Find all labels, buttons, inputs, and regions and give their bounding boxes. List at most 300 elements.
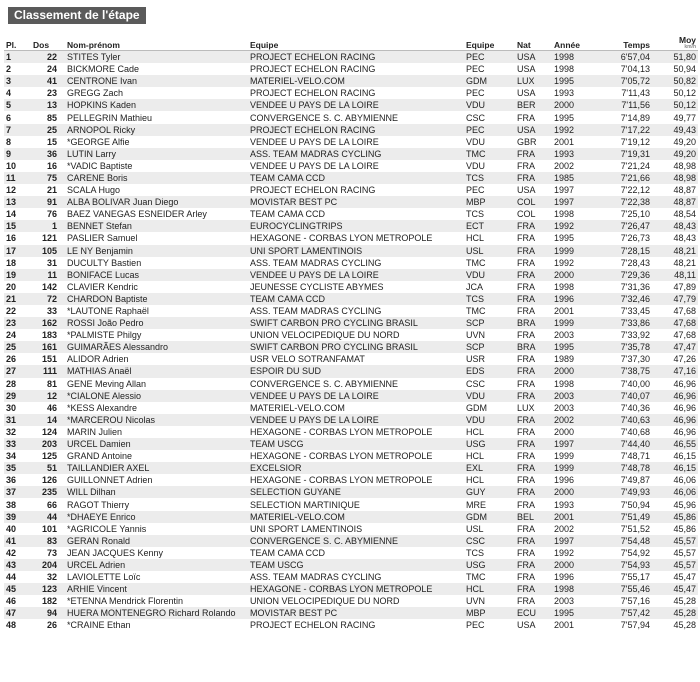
cell-nationality: LUX bbox=[515, 402, 552, 414]
table-row bbox=[4, 462, 698, 474]
cell-nationality: BEL bbox=[515, 511, 552, 523]
cell-time: 7'49,87 bbox=[598, 474, 652, 486]
cell-avg-speed: 50,82 bbox=[652, 75, 698, 87]
cell-team-name: SWIFT CARBON PRO CYCLING BRASIL bbox=[248, 317, 464, 329]
cell-team-code: VDU bbox=[464, 99, 515, 111]
table-row bbox=[4, 232, 698, 244]
cell-rank: 14 bbox=[4, 208, 31, 220]
cell-birth-year: 1992 bbox=[552, 220, 598, 232]
cell-team-code: TCS bbox=[464, 293, 515, 305]
cell-team-name: TEAM CAMA CCD bbox=[248, 293, 464, 305]
cell-birth-year: 1993 bbox=[552, 87, 598, 99]
cell-time: 7'51,49 bbox=[598, 511, 652, 523]
cell-rider-name: GUILLONNET Adrien bbox=[65, 474, 248, 486]
cell-bib: 123 bbox=[31, 583, 65, 595]
cell-nationality: BRA bbox=[515, 341, 552, 353]
cell-team-code: VDU bbox=[464, 269, 515, 281]
table-row bbox=[4, 329, 698, 341]
cell-birth-year: 2000 bbox=[552, 559, 598, 571]
cell-team-name: HEXAGONE - CORBAS LYON METROPOLE bbox=[248, 426, 464, 438]
cell-nationality: USA bbox=[515, 87, 552, 99]
cell-bib: 85 bbox=[31, 111, 65, 123]
table-row bbox=[4, 87, 698, 99]
cell-birth-year: 1995 bbox=[552, 232, 598, 244]
cell-team-code: SCP bbox=[464, 317, 515, 329]
cell-team-code: VDU bbox=[464, 414, 515, 426]
cell-team-code: TMC bbox=[464, 148, 515, 160]
cell-time: 7'21,24 bbox=[598, 160, 652, 172]
cell-rider-name: BONIFACE Lucas bbox=[65, 269, 248, 281]
table-row bbox=[4, 245, 698, 257]
cell-rank: 4 bbox=[4, 87, 31, 99]
cell-team-name: TEAM CAMA CCD bbox=[248, 547, 464, 559]
cell-rider-name: BICKMORE Cade bbox=[65, 63, 248, 75]
table-row bbox=[4, 559, 698, 571]
table-row bbox=[4, 148, 698, 160]
cell-team-name: PROJECT ECHELON RACING bbox=[248, 51, 464, 64]
table-row bbox=[4, 619, 698, 631]
col-moy[interactable] bbox=[652, 33, 698, 51]
table-row bbox=[4, 220, 698, 232]
table-row bbox=[4, 257, 698, 269]
cell-nationality: FRA bbox=[515, 148, 552, 160]
cell-birth-year: 1985 bbox=[552, 172, 598, 184]
cell-bib: 182 bbox=[31, 595, 65, 607]
cell-avg-speed: 45,57 bbox=[652, 559, 698, 571]
cell-team-name: HEXAGONE - CORBAS LYON METROPOLE bbox=[248, 474, 464, 486]
cell-rider-name: SCALA Hugo bbox=[65, 184, 248, 196]
cell-rider-name: MATHIAS Anaël bbox=[65, 365, 248, 377]
cell-rider-name: LE NY Benjamin bbox=[65, 245, 248, 257]
cell-team-code: CSC bbox=[464, 111, 515, 123]
cell-birth-year: 1992 bbox=[552, 547, 598, 559]
cell-team-name: UNION VELOCIPEDIQUE DU NORD bbox=[248, 329, 464, 341]
col-equipe[interactable]: Equipe bbox=[248, 33, 464, 51]
cell-avg-speed: 48,21 bbox=[652, 245, 698, 257]
cell-team-name: PROJECT ECHELON RACING bbox=[248, 184, 464, 196]
cell-avg-speed: 48,43 bbox=[652, 232, 698, 244]
cell-birth-year: 1995 bbox=[552, 75, 598, 87]
cell-team-code: PEC bbox=[464, 51, 515, 64]
cell-avg-speed: 46,06 bbox=[652, 474, 698, 486]
cell-nationality: FRA bbox=[515, 450, 552, 462]
cell-team-code: UVN bbox=[464, 329, 515, 341]
cell-nationality: FRA bbox=[515, 474, 552, 486]
cell-rank: 48 bbox=[4, 619, 31, 631]
cell-team-name: PROJECT ECHELON RACING bbox=[248, 87, 464, 99]
cell-birth-year: 1996 bbox=[552, 571, 598, 583]
cell-bib: 125 bbox=[31, 450, 65, 462]
table-row bbox=[4, 511, 698, 523]
cell-team-code: TCS bbox=[464, 172, 515, 184]
cell-team-name: TEAM USCG bbox=[248, 559, 464, 571]
cell-avg-speed: 48,11 bbox=[652, 269, 698, 281]
cell-rank: 9 bbox=[4, 148, 31, 160]
cell-time: 7'54,93 bbox=[598, 559, 652, 571]
cell-team-code: HCL bbox=[464, 474, 515, 486]
cell-rank: 26 bbox=[4, 353, 31, 365]
cell-nationality: FRA bbox=[515, 378, 552, 390]
table-row bbox=[4, 607, 698, 619]
table-row bbox=[4, 390, 698, 402]
table-row bbox=[4, 341, 698, 353]
cell-nationality: USA bbox=[515, 184, 552, 196]
cell-rider-name: ARNOPOL Ricky bbox=[65, 124, 248, 136]
cell-time: 7'05,72 bbox=[598, 75, 652, 87]
cell-bib: 183 bbox=[31, 329, 65, 341]
table-row bbox=[4, 535, 698, 547]
cell-rank: 46 bbox=[4, 595, 31, 607]
cell-time: 7'22,12 bbox=[598, 184, 652, 196]
cell-birth-year: 1997 bbox=[552, 535, 598, 547]
cell-nationality: USA bbox=[515, 619, 552, 631]
cell-birth-year: 2002 bbox=[552, 160, 598, 172]
cell-avg-speed: 45,47 bbox=[652, 571, 698, 583]
cell-team-name: PROJECT ECHELON RACING bbox=[248, 124, 464, 136]
cell-birth-year: 2003 bbox=[552, 390, 598, 402]
results-body bbox=[4, 51, 698, 632]
cell-time: 7'33,92 bbox=[598, 329, 652, 341]
cell-rank: 19 bbox=[4, 269, 31, 281]
cell-team-code: USG bbox=[464, 559, 515, 571]
cell-birth-year: 2001 bbox=[552, 305, 598, 317]
cell-time: 7'48,78 bbox=[598, 462, 652, 474]
cell-rank: 20 bbox=[4, 281, 31, 293]
cell-nationality: FRA bbox=[515, 269, 552, 281]
table-row bbox=[4, 353, 698, 365]
cell-rank: 37 bbox=[4, 486, 31, 498]
cell-bib: 142 bbox=[31, 281, 65, 293]
cell-bib: 94 bbox=[31, 607, 65, 619]
cell-birth-year: 1999 bbox=[552, 245, 598, 257]
cell-birth-year: 1999 bbox=[552, 317, 598, 329]
cell-avg-speed: 48,43 bbox=[652, 220, 698, 232]
col-moy-unit: km/h bbox=[684, 44, 696, 50]
cell-team-code: PEC bbox=[464, 619, 515, 631]
cell-team-name: CONVERGENCE S. C. ABYMIENNE bbox=[248, 111, 464, 123]
cell-nationality: FRA bbox=[515, 172, 552, 184]
cell-rank: 22 bbox=[4, 305, 31, 317]
cell-nationality: FRA bbox=[515, 390, 552, 402]
cell-time: 7'28,15 bbox=[598, 245, 652, 257]
cell-rank: 5 bbox=[4, 99, 31, 111]
cell-time: 7'33,45 bbox=[598, 305, 652, 317]
table-row bbox=[4, 317, 698, 329]
cell-birth-year: 1995 bbox=[552, 341, 598, 353]
cell-time: 7'40,07 bbox=[598, 390, 652, 402]
cell-time: 7'55,46 bbox=[598, 583, 652, 595]
table-row bbox=[4, 414, 698, 426]
cell-nationality: USA bbox=[515, 51, 552, 64]
cell-team-name: ASS. TEAM MADRAS CYCLING bbox=[248, 148, 464, 160]
cell-rider-name: CLAVIER Kendric bbox=[65, 281, 248, 293]
cell-bib: 72 bbox=[31, 293, 65, 305]
cell-team-code: MBP bbox=[464, 607, 515, 619]
cell-nationality: ECU bbox=[515, 607, 552, 619]
results-table bbox=[4, 33, 698, 632]
cell-rider-name: JEAN JACQUES Kenny bbox=[65, 547, 248, 559]
table-row bbox=[4, 124, 698, 136]
cell-time: 7'22,38 bbox=[598, 196, 652, 208]
cell-team-name: ESPOIR DU SUD bbox=[248, 365, 464, 377]
cell-time: 7'28,43 bbox=[598, 257, 652, 269]
cell-nationality: COL bbox=[515, 196, 552, 208]
cell-rank: 12 bbox=[4, 184, 31, 196]
cell-team-name: ASS. TEAM MADRAS CYCLING bbox=[248, 257, 464, 269]
cell-birth-year: 2000 bbox=[552, 99, 598, 111]
cell-team-code: PEC bbox=[464, 87, 515, 99]
cell-time: 7'33,86 bbox=[598, 317, 652, 329]
col-annee[interactable]: Année bbox=[552, 33, 598, 51]
cell-avg-speed: 50,12 bbox=[652, 99, 698, 111]
cell-birth-year: 1998 bbox=[552, 281, 598, 293]
cell-rider-name: ROSSI João Pedro bbox=[65, 317, 248, 329]
cell-bib: 32 bbox=[31, 571, 65, 583]
cell-birth-year: 1996 bbox=[552, 474, 598, 486]
cell-avg-speed: 47,89 bbox=[652, 281, 698, 293]
cell-rider-name: CENTRONE Ivan bbox=[65, 75, 248, 87]
table-row bbox=[4, 547, 698, 559]
cell-team-name: USR VELO SOTRANFAMAT bbox=[248, 353, 464, 365]
cell-time: 7'44,40 bbox=[598, 438, 652, 450]
cell-nationality: FRA bbox=[515, 293, 552, 305]
cell-bib: 76 bbox=[31, 208, 65, 220]
cell-rank: 42 bbox=[4, 547, 31, 559]
cell-birth-year: 1989 bbox=[552, 353, 598, 365]
cell-nationality: FRA bbox=[515, 486, 552, 498]
cell-avg-speed: 48,87 bbox=[652, 184, 698, 196]
table-row bbox=[4, 75, 698, 87]
cell-team-name: CONVERGENCE S. C. ABYMIENNE bbox=[248, 535, 464, 547]
cell-bib: 51 bbox=[31, 462, 65, 474]
cell-time: 7'38,75 bbox=[598, 365, 652, 377]
col-temps[interactable]: Temps bbox=[598, 33, 652, 51]
col-nom[interactable]: Nom-prénom bbox=[65, 33, 248, 51]
cell-time: 7'26,73 bbox=[598, 232, 652, 244]
cell-team-code: EDS bbox=[464, 365, 515, 377]
cell-time: 7'35,78 bbox=[598, 341, 652, 353]
cell-team-name: PROJECT ECHELON RACING bbox=[248, 63, 464, 75]
cell-team-name: TEAM CAMA CCD bbox=[248, 172, 464, 184]
cell-rider-name: STITES Tyler bbox=[65, 51, 248, 64]
cell-team-code: VDU bbox=[464, 390, 515, 402]
cell-time: 7'19,12 bbox=[598, 136, 652, 148]
table-row bbox=[4, 111, 698, 123]
cell-team-name: CONVERGENCE S. C. ABYMIENNE bbox=[248, 378, 464, 390]
col-moy-label: Moy bbox=[679, 35, 696, 45]
table-row bbox=[4, 196, 698, 208]
cell-nationality: FRA bbox=[515, 245, 552, 257]
table-row bbox=[4, 51, 698, 64]
cell-birth-year: 1992 bbox=[552, 124, 598, 136]
cell-team-code: TCS bbox=[464, 208, 515, 220]
cell-rider-name: URCEL Damien bbox=[65, 438, 248, 450]
cell-birth-year: 1997 bbox=[552, 196, 598, 208]
cell-time: 7'40,00 bbox=[598, 378, 652, 390]
cell-team-name: EXCELSIOR bbox=[248, 462, 464, 474]
table-row bbox=[4, 305, 698, 317]
cell-team-code: HCL bbox=[464, 583, 515, 595]
cell-rank: 24 bbox=[4, 329, 31, 341]
cell-bib: 161 bbox=[31, 341, 65, 353]
cell-bib: 24 bbox=[31, 63, 65, 75]
table-row bbox=[4, 438, 698, 450]
col-nat[interactable]: Nat bbox=[515, 33, 552, 51]
cell-team-name: SELECTION GUYANE bbox=[248, 486, 464, 498]
cell-nationality: FRA bbox=[515, 426, 552, 438]
cell-rank: 35 bbox=[4, 462, 31, 474]
cell-bib: 91 bbox=[31, 196, 65, 208]
cell-rank: 36 bbox=[4, 474, 31, 486]
cell-time: 7'17,22 bbox=[598, 124, 652, 136]
cell-birth-year: 1998 bbox=[552, 208, 598, 220]
cell-team-code: USG bbox=[464, 438, 515, 450]
cell-team-code: HCL bbox=[464, 450, 515, 462]
cell-nationality: FRA bbox=[515, 438, 552, 450]
cell-avg-speed: 48,54 bbox=[652, 208, 698, 220]
cell-avg-speed: 47,68 bbox=[652, 329, 698, 341]
cell-team-name: EUROCYCLINGTRIPS bbox=[248, 220, 464, 232]
cell-nationality: FRA bbox=[515, 281, 552, 293]
cell-rider-name: GUIMARÃES Alessandro bbox=[65, 341, 248, 353]
cell-rider-name: RAGOT Thierry bbox=[65, 498, 248, 510]
cell-bib: 26 bbox=[31, 619, 65, 631]
cell-rank: 47 bbox=[4, 607, 31, 619]
cell-rank: 10 bbox=[4, 160, 31, 172]
cell-time: 7'40,36 bbox=[598, 402, 652, 414]
cell-time: 7'25,10 bbox=[598, 208, 652, 220]
col-equipe-code[interactable]: Equipe bbox=[464, 33, 515, 51]
cell-rider-name: HOPKINS Kaden bbox=[65, 99, 248, 111]
table-row bbox=[4, 523, 698, 535]
cell-avg-speed: 48,98 bbox=[652, 160, 698, 172]
cell-avg-speed: 46,96 bbox=[652, 378, 698, 390]
cell-rank: 44 bbox=[4, 571, 31, 583]
cell-rider-name: GENE Meving Allan bbox=[65, 378, 248, 390]
cell-nationality: FRA bbox=[515, 595, 552, 607]
cell-bib: 235 bbox=[31, 486, 65, 498]
cell-team-code: GUY bbox=[464, 486, 515, 498]
cell-rank: 17 bbox=[4, 245, 31, 257]
cell-team-name: UNI SPORT LAMENTINOIS bbox=[248, 245, 464, 257]
cell-nationality: FRA bbox=[515, 583, 552, 595]
cell-avg-speed: 45,57 bbox=[652, 535, 698, 547]
cell-rank: 23 bbox=[4, 317, 31, 329]
cell-time: 7'51,52 bbox=[598, 523, 652, 535]
cell-rider-name: *LAUTONE Raphaël bbox=[65, 305, 248, 317]
cell-nationality: FRA bbox=[515, 232, 552, 244]
table-row bbox=[4, 99, 698, 111]
cell-time: 7'37,30 bbox=[598, 353, 652, 365]
cell-nationality: FRA bbox=[515, 498, 552, 510]
table-row bbox=[4, 595, 698, 607]
cell-avg-speed: 50,94 bbox=[652, 63, 698, 75]
table-header bbox=[4, 33, 698, 51]
cell-rank: 38 bbox=[4, 498, 31, 510]
cell-team-code: CSC bbox=[464, 378, 515, 390]
cell-nationality: FRA bbox=[515, 414, 552, 426]
cell-team-code: VDU bbox=[464, 136, 515, 148]
cell-avg-speed: 47,68 bbox=[652, 305, 698, 317]
cell-avg-speed: 47,26 bbox=[652, 353, 698, 365]
cell-rank: 13 bbox=[4, 196, 31, 208]
cell-rider-name: ALIDOR Adrien bbox=[65, 353, 248, 365]
table-row bbox=[4, 63, 698, 75]
cell-rider-name: *GEORGE Alfie bbox=[65, 136, 248, 148]
cell-nationality: FRA bbox=[515, 547, 552, 559]
cell-birth-year: 1998 bbox=[552, 63, 598, 75]
cell-avg-speed: 49,20 bbox=[652, 136, 698, 148]
cell-time: 7'31,36 bbox=[598, 281, 652, 293]
cell-rank: 30 bbox=[4, 402, 31, 414]
table-row bbox=[4, 402, 698, 414]
cell-avg-speed: 47,47 bbox=[652, 341, 698, 353]
col-dos[interactable]: Dos bbox=[31, 33, 65, 51]
cell-avg-speed: 49,77 bbox=[652, 111, 698, 123]
cell-birth-year: 2000 bbox=[552, 365, 598, 377]
cell-rank: 40 bbox=[4, 523, 31, 535]
cell-birth-year: 2002 bbox=[552, 414, 598, 426]
col-pl[interactable]: Pl. bbox=[4, 33, 31, 51]
cell-nationality: FRA bbox=[515, 353, 552, 365]
cell-team-name: MATERIEL-VELO.COM bbox=[248, 511, 464, 523]
cell-nationality: FRA bbox=[515, 257, 552, 269]
cell-birth-year: 1997 bbox=[552, 184, 598, 196]
cell-team-code: TMC bbox=[464, 257, 515, 269]
cell-team-code: GDM bbox=[464, 75, 515, 87]
cell-bib: 75 bbox=[31, 172, 65, 184]
cell-birth-year: 1996 bbox=[552, 293, 598, 305]
cell-bib: 151 bbox=[31, 353, 65, 365]
cell-avg-speed: 45,28 bbox=[652, 607, 698, 619]
cell-bib: 121 bbox=[31, 232, 65, 244]
cell-rider-name: WILL Dilhan bbox=[65, 486, 248, 498]
cell-bib: 31 bbox=[31, 257, 65, 269]
cell-nationality: COL bbox=[515, 208, 552, 220]
cell-team-code: TCS bbox=[464, 547, 515, 559]
cell-rank: 16 bbox=[4, 232, 31, 244]
cell-rider-name: ALBA BOLIVAR Juan Diego bbox=[65, 196, 248, 208]
cell-nationality: FRA bbox=[515, 220, 552, 232]
table-row bbox=[4, 136, 698, 148]
cell-time: 7'04,13 bbox=[598, 63, 652, 75]
cell-avg-speed: 47,16 bbox=[652, 365, 698, 377]
cell-team-name: JEUNESSE CYCLISTE ABYMES bbox=[248, 281, 464, 293]
cell-avg-speed: 46,96 bbox=[652, 390, 698, 402]
cell-rank: 32 bbox=[4, 426, 31, 438]
cell-rank: 45 bbox=[4, 583, 31, 595]
cell-rank: 28 bbox=[4, 378, 31, 390]
cell-rider-name: LUTIN Larry bbox=[65, 148, 248, 160]
cell-nationality: FRA bbox=[515, 365, 552, 377]
cell-nationality: FRA bbox=[515, 160, 552, 172]
cell-team-code: MRE bbox=[464, 498, 515, 510]
cell-birth-year: 2000 bbox=[552, 486, 598, 498]
cell-avg-speed: 46,96 bbox=[652, 414, 698, 426]
cell-time: 7'55,17 bbox=[598, 571, 652, 583]
cell-time: 7'57,42 bbox=[598, 607, 652, 619]
cell-rank: 34 bbox=[4, 450, 31, 462]
cell-bib: 126 bbox=[31, 474, 65, 486]
cell-bib: 101 bbox=[31, 523, 65, 535]
cell-team-name: TEAM USCG bbox=[248, 438, 464, 450]
cell-time: 6'57,04 bbox=[598, 51, 652, 64]
cell-nationality: FRA bbox=[515, 329, 552, 341]
table-row bbox=[4, 583, 698, 595]
cell-bib: 204 bbox=[31, 559, 65, 571]
cell-avg-speed: 46,06 bbox=[652, 486, 698, 498]
cell-bib: 33 bbox=[31, 305, 65, 317]
